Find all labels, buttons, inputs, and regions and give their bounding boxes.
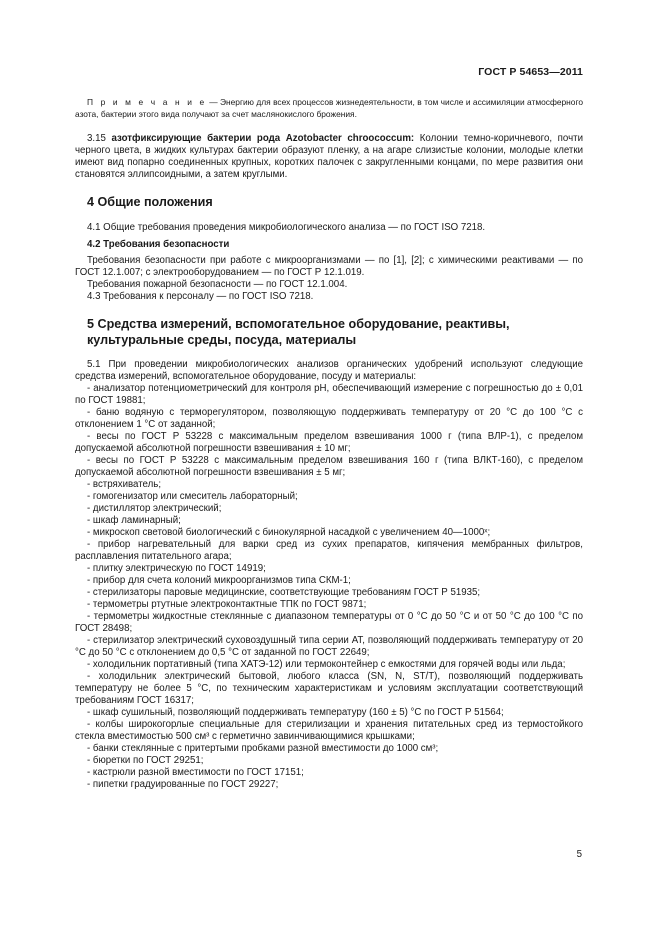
section-5-heading-line-1: 5 Средства измерений, вспомогательное оборудование, реактивы,: [87, 317, 510, 331]
list-item: - плитку электрическую по ГОСТ 14919;: [87, 563, 266, 574]
list-item: - термометры жидкостные стеклянные с диапазоном температуры от 0 °С до 50 °С и от 50 °С до 100 °С по ГОСТ 28498;: [75, 611, 583, 634]
list-item: - прибор для счета колоний микроорганизмов типа СКМ-1;: [87, 575, 351, 586]
list-item: - весы по ГОСТ Р 53228 с максимальным пределом взвешивания 1000 г (типа ВЛР-1), с пределом допускаемой абсолютной погрешности взвешивания ± 10 мг;: [75, 431, 583, 454]
page-header-standard: ГОСТ Р 54653—2011: [478, 66, 583, 78]
list-item: - холодильник портативный (типа ХАТЭ-12) или термоконтейнер с емкостями для горячей воды или льда;: [87, 659, 566, 670]
paragraph-4-2-b: Требования пожарной безопасности — по ГОСТ 12.1.004.: [87, 279, 348, 290]
list-item: - кастрюли разной вместимости по ГОСТ 17151;: [87, 767, 304, 778]
note-paragraph: [75, 97, 583, 120]
list-item: - холодильник электрический бытовой, любого класса (SN, N, ST/T), позволяющий поддерживать температуру не более 5 °С, по техническим характеристикам и условиям эксплуатации соответствующий требованиям ГОСТ 16317;: [75, 671, 583, 706]
section-5-heading-line-2: культуральные среды, посуда, материалы: [87, 332, 357, 347]
list-item: - весы по ГОСТ Р 53228 с максимальным пределом взвешивания 160 г (типа ВЛКТ-160), с пределом допускаемой абсолютной погрешности взвешивания ± 5 мг;: [75, 455, 583, 478]
list-item: - встряхиватель;: [87, 479, 162, 490]
equipment-list: [75, 383, 583, 791]
page-content: [75, 97, 583, 791]
paragraph-4-3: 4.3 Требования к персоналу — по ГОСТ ISO 7218.: [87, 291, 314, 302]
definition-text: Колонии темно-коричневого, почти черного цвета, в жидких культурах бактерии образуют пленку, а на агаре слизистые колонии, молодые клетки имеют вид попарно соединенных крупных, коротких палочек с закругленными концами, по мере развития они становятся эллипсоидными, а затем круглыми.: [75, 133, 583, 180]
list-item: - пипетки градуированные по ГОСТ 29227;: [87, 779, 279, 790]
list-item: - гомогенизатор или смеситель лабораторный;: [87, 491, 298, 502]
subheading-4-2: 4.2 Требования безопасности: [87, 239, 230, 250]
page-number: 5: [576, 849, 582, 860]
list-item: - прибор нагревательный для варки сред из сухих препаратов, кипячения мембранных фильтров, расплавления питательного агара;: [75, 539, 583, 562]
list-item: - стерилизатор электрический суховоздушный типа серии АТ, позволяющий поддерживать температуру от 20 °С до 50 °С с отклонением до 0,5 °С от заданной по ГОСТ 22649;: [75, 635, 583, 658]
list-item: - дистиллятор электрический;: [87, 503, 222, 514]
list-item: - анализатор потенциометрический для контроля pH, обеспечивающий измерение с погрешностью до ± 0,01 по ГОСТ 19881;: [75, 383, 583, 406]
list-item: - банки стеклянные с притертыми пробками разной вместимости до 1000 см³;: [87, 743, 439, 754]
list-item: - бюретки по ГОСТ 29251;: [87, 755, 204, 766]
list-item: - стерилизаторы паровые медицинские, соответствующие требованиям ГОСТ Р 51935;: [87, 587, 481, 598]
note-text: — Энергию для всех процессов жизнедеятельности, в том числе и ассимиляции атмосферного азота, бактерии этого вида получают за счет маслянокислого брожения.: [75, 97, 583, 119]
definition-number: 3.15: [87, 133, 112, 144]
definition-3-15: [75, 133, 583, 181]
list-item: - микроскоп световой биологический с бинокулярной насадкой с увеличением 40—1000ˣ;: [87, 527, 491, 538]
list-item: - термометры ртутные электроконтактные ТПК по ГОСТ 9871;: [87, 599, 367, 610]
definition-term: азотфиксирующие бактерии рода Azotobacter chroococcum:: [111, 133, 415, 144]
list-item: - колбы широкогорлые специальные для стерилизации и хранения питательных сред из термостойкого стекла вместимостью 500 см³ с герметично завинчивающимися крышками;: [75, 719, 583, 742]
list-item: - шкаф сушильный, позволяющий поддерживать температуру (160 ± 5) °С по ГОСТ Р 51564;: [87, 707, 504, 718]
list-item: - баню водяную с терморегулятором, позволяющую поддерживать температуру от 20 °С до 100 °С с отклонением 1 °С от заданной;: [75, 407, 583, 430]
paragraph-4-1: 4.1 Общие требования проведения микробиологического анализа — по ГОСТ ISO 7218.: [87, 222, 486, 233]
note-label: П р и м е ч а н и е: [87, 97, 207, 107]
section-4-heading: 4 Общие положения: [87, 195, 213, 209]
paragraph-4-2-a: Требования безопасности при работе с микроорганизмами — по [1], [2]; с химическими реактивами — по ГОСТ 12.1.007; с электрооборудованием — по ГОСТ Р 12.1.019.: [75, 255, 583, 278]
paragraph-5-1: 5.1 При проведении микробиологических анализов органических удобрений используют следующие средства измерений, вспомогательное оборудование, посуду и материалы:: [75, 359, 583, 382]
list-item: - шкаф ламинарный;: [87, 515, 181, 526]
